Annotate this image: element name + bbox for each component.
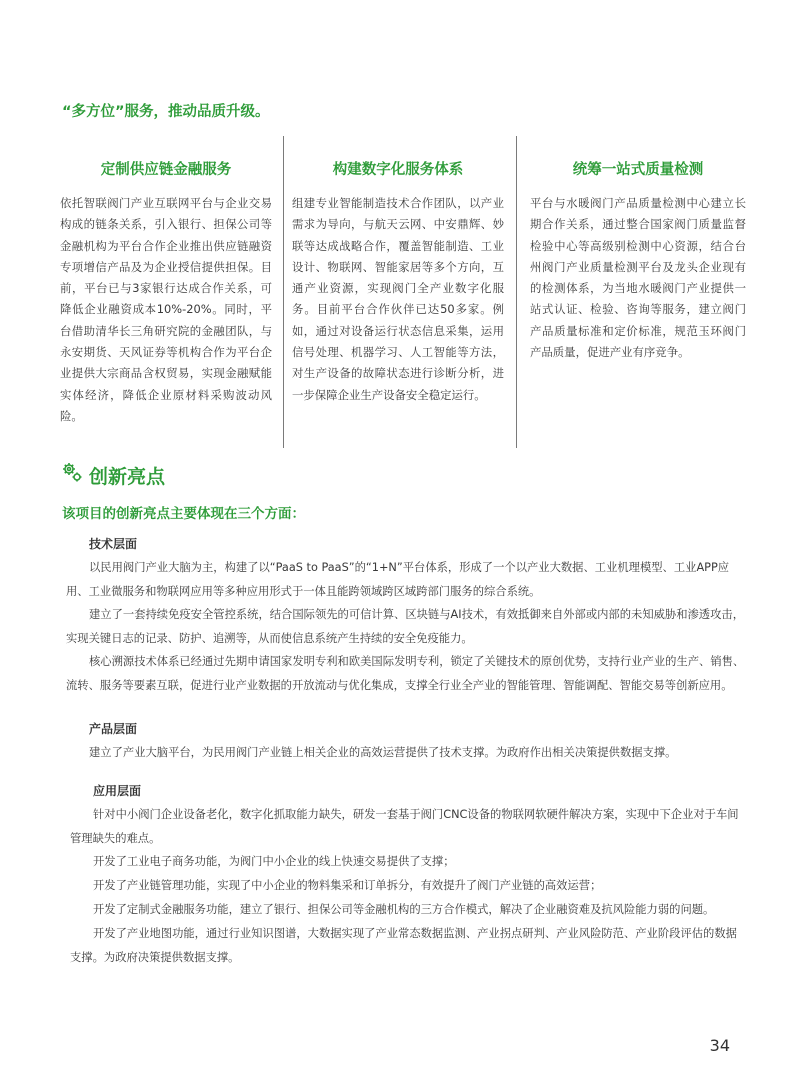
column-title: 定制供应链金融服务 [100, 162, 232, 178]
product-heading: 产品层面 [89, 722, 138, 736]
application-paragraph-5: 开发了产业地图功能，通过行业知识图谱，大数据实现了产业常态数据监测、产业拐点研判、产业风险防范、产业阶段评估的数据支撑。为政府决策提供数据支撑。 [70, 927, 737, 964]
column-quality-inspection [530, 150, 746, 363]
section-title: 创新亮点 [89, 466, 166, 488]
column-body: 依托智联阀门产业互联网平台与企业交易构成的链条关系，引入银行、担保公司等金融机构为平台合作企业推出供应链融资专项增信产品及为企业授信提供担保。目前，平台已与3家银行达成合作关系，可降低企业融资成本10%-20%。同时，平台借助清华长三角研究院的金融团队，与永安期货、天风证券等机构合作为平台企业提供大宗商品含权贸易，实现金融赋能实体经济，降低企业原材料采购波动风险。 [60, 196, 272, 423]
column-title: 统筹一站式质量检测 [572, 162, 704, 178]
column-body: 平台与水暖阀门产品质量检测中心建立长期合作关系，通过整合国家阀门质量监督检验中心等高级别检测中心资源，结合台州阀门产业质量检测平台及龙头企业现有的检测体系，为当地水暖阀门产业提供一站式认证、检验、咨询等服务，建立阀门产品质量标准和定价标准，规范玉环阀门产品质量，促进产业有序竞争。 [530, 196, 746, 360]
application-paragraph-1: 针对中小阀门企业设备老化，数字化抓取能力缺失，研发一套基于阀门CNC设备的物联网软硬件解决方案，实现中下企业对于车间管理缺失的难点。 [70, 808, 739, 845]
column-divider [283, 136, 284, 448]
application-paragraph-2: 开发了工业电子商务功能，为阀门中小企业的线上快速交易提供了支撑； [93, 855, 455, 868]
intro-heading: “多方位”服务，推动品质升级。 [62, 104, 270, 120]
application-paragraph-3: 开发了产业链管理功能，实现了中小企业的物料集采和订单拆分，有效提升了阀门产业链的高效运营； [93, 879, 602, 892]
tech-heading: 技术层面 [89, 537, 138, 551]
tech-paragraph-1: 以民用阀门产业大脑为主，构建了以“PaaS to PaaS”的“1+N”平台体系，形成了一个以产业大数据、工业机理模型、工业APP应用、工业微服务和物联网应用等多种应用形式于一体且能跨领域跨区域跨部门服务的综合系统。 [66, 561, 730, 598]
column-supply-chain-finance [60, 150, 272, 427]
tech-paragraph-3: 核心溯源技术体系已经通过先期申请国家发明专利和欧美国际发明专利，锁定了关键技术的原创优势，支持行业产业的生产、销售、流转、服务等要素互联，促进行业产业数据的开放流动与优化集成，支撑全行业全产业的智能管理、智能调配、智能交易等创新应用。 [66, 655, 745, 692]
application-heading: 应用层面 [93, 784, 142, 798]
page-number: 34 [709, 1036, 730, 1055]
column-divider [516, 136, 517, 448]
column-title: 构建数字化服务体系 [332, 162, 464, 178]
column-body: 组建专业智能制造技术合作团队，以产业需求为导向，与航天云网、中安鼎辉、妙联等达成战略合作，覆盖智能制造、工业设计、物联网、智能家居等多个方向，互通产业资源，实现阀门全产业数字化服务。目前平台合作伙伴已达50多家。例如，通过对设备运行状态信息采集，运用信号处理、机器学习、人工智能等方法，对生产设备的故障状态进行诊断分析，进一步保障企业生产设备安全稳定运行。 [292, 196, 504, 402]
product-paragraph-1: 建立了产业大脑平台，为民用阀门产业链上相关企业的高效运营提供了技术支撑。为政府作出相关决策提供数据支撑。 [89, 746, 677, 759]
section-subtitle: 该项目的创新亮点主要体现在三个方面： [62, 506, 305, 522]
column-digital-service [292, 150, 504, 406]
tech-paragraph-2: 建立了一套持续免疫安全管控系统，结合国际领先的可信计算、区块链与AI技术，有效抵御来自外部或内部的未知威胁和渗透攻击，实现关键日志的记录、防护、追溯等，从而使信息系统产生持续的安全免疫能力。 [66, 608, 744, 645]
gears-icon [60, 460, 84, 484]
application-paragraph-4: 开发了定制式金融服务功能，建立了银行、担保公司等金融机构的三方合作模式，解决了企业融资难及抗风险能力弱的问题。 [93, 903, 715, 916]
